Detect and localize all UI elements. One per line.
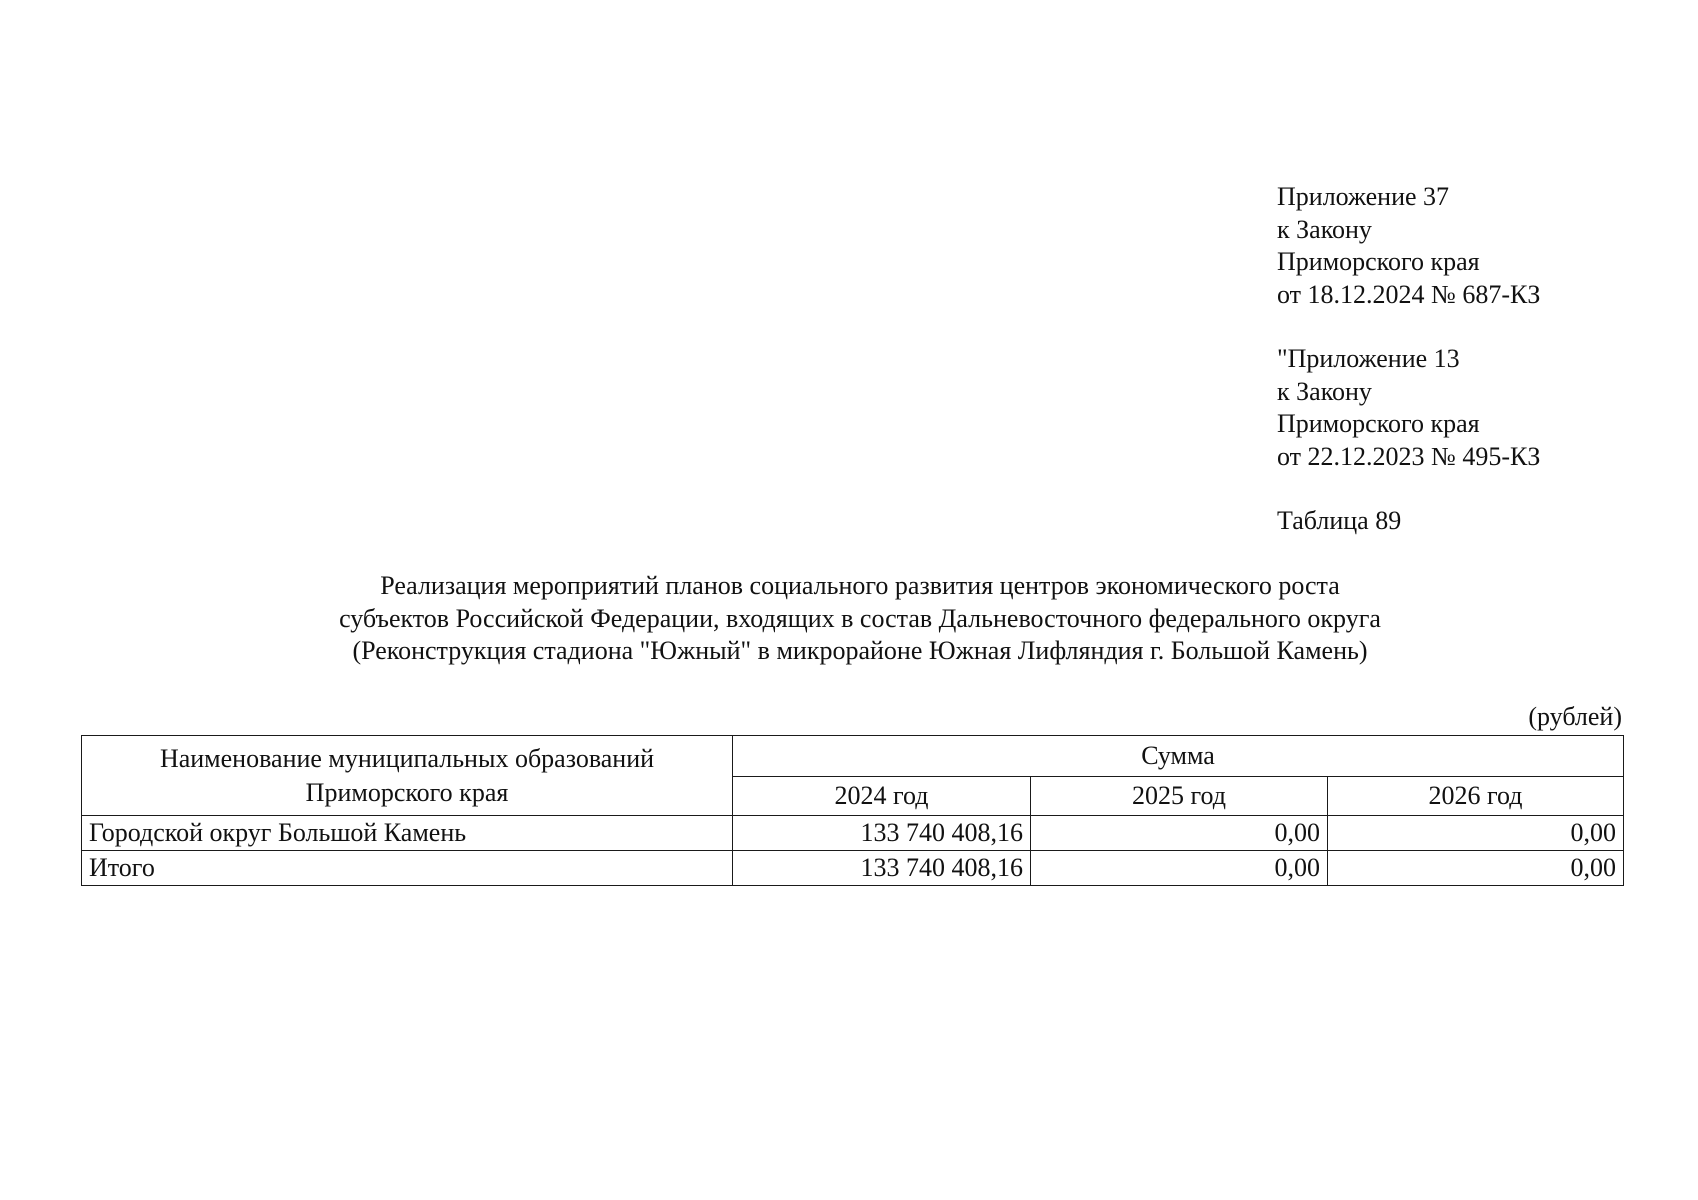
- header-municipality-line-1: Наименование муниципальных образований: [159, 743, 655, 773]
- header-year-2026: 2026 год: [1328, 777, 1624, 816]
- appendix-law-date: от 22.12.2023 № 495-КЗ: [1277, 441, 1541, 471]
- row-value-2024: 133 740 408,16: [733, 816, 1031, 851]
- appendix-region: Приморского края: [1277, 409, 1480, 438]
- total-value-2026: 0,00: [1328, 851, 1624, 886]
- header-year-2024: 2024 год: [733, 777, 1031, 816]
- appendix-header-current: [1277, 181, 1540, 311]
- table-row: [82, 816, 1624, 851]
- title-line-3: (Реконструкция стадиона "Южный" в микрорайоне Южная Лифляндия г. Большой Камень): [352, 636, 1368, 665]
- header-sum: Сумма: [733, 736, 1624, 777]
- total-row: [82, 851, 1624, 886]
- row-value-2026: 0,00: [1328, 816, 1624, 851]
- appendix-number: "Приложение 13: [1277, 344, 1460, 373]
- appendix-number: Приложение 37: [1277, 182, 1450, 211]
- unit-note: (рублей): [1528, 702, 1622, 731]
- appendix-law-ref: к Закону: [1277, 376, 1372, 406]
- table-number: Таблица 89: [1277, 506, 1402, 535]
- appendix-law-date: от 18.12.2024 № 687-КЗ: [1277, 279, 1541, 309]
- row-municipality-name: Городской округ Большой Камень: [82, 816, 733, 851]
- document-title: [0, 570, 1698, 668]
- total-label: Итого: [82, 851, 733, 886]
- row-value-2025: 0,00: [1031, 816, 1328, 851]
- appendix-law-ref: к Закону: [1277, 214, 1372, 244]
- title-line-1: Реализация мероприятий планов социального развития центров экономического роста: [380, 571, 1340, 600]
- total-value-2025: 0,00: [1031, 851, 1328, 886]
- appendix-header-original: [1277, 343, 1540, 473]
- title-line-2: субъектов Российской Федерации, входящих в состав Дальневосточного федерального округа: [339, 603, 1381, 633]
- appendix-region: Приморского края: [1277, 247, 1480, 276]
- header-municipality: [82, 736, 733, 816]
- budget-table: [81, 735, 1624, 886]
- header-municipality-line-2: Приморского края: [305, 777, 509, 807]
- header-year-2025: 2025 год: [1031, 777, 1328, 816]
- total-value-2024: 133 740 408,16: [733, 851, 1031, 886]
